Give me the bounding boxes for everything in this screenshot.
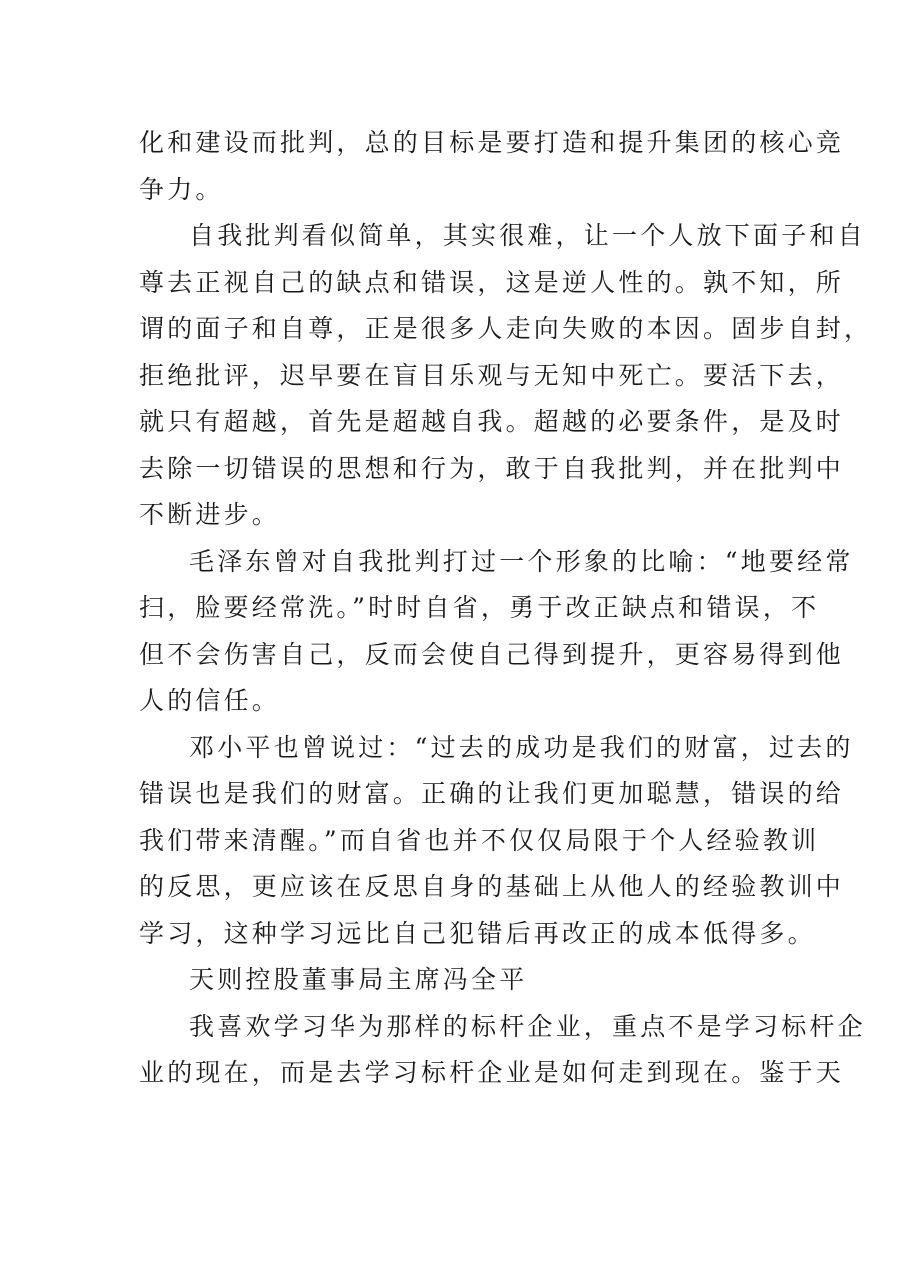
text-line: 去除一切错误的思想和行为，敢于自我批判，并在批判中 — [139, 453, 845, 483]
text-line: 谓的面子和自尊，正是很多人走向失败的本因。固步自封， — [139, 314, 873, 343]
text-line: 错误也是我们的财富。正确的让我们更加聪慧，错误的给 — [139, 779, 845, 808]
text-line: 拒绝批评，迟早要在盲目乐观与无知中死亡。要活下去， — [139, 360, 845, 390]
text-line: 的反思，更应该在反思自身的基础上从他人的经验教训中 — [139, 872, 845, 901]
paragraph-start-line: 我喜欢学习华为那样的标杆企业，重点不是学习标杆企 — [189, 1011, 866, 1041]
paragraph-start-line: 自我批判看似简单，其实很难，让一个人放下面子和自 — [189, 221, 866, 250]
text-line: 学习，这种学习远比自己犯错后再改正的成本低得多。 — [139, 918, 816, 948]
text-line: 业的现在，而是去学习标杆企业是如何走到现在。鉴于天 — [139, 1058, 845, 1087]
text-line: 人的信任。 — [139, 686, 281, 715]
text-line: 化和建设而批判，总的目标是要打造和提升集团的核心竞 — [139, 128, 845, 157]
text-line: 扫，脸要经常洗。”时时自省，勇于改正缺点和错误，不 — [139, 593, 820, 622]
text-line: 不断进步。 — [139, 500, 281, 529]
text-line: 我们带来清醒。”而自省也并不仅仅局限于个人经验教训 — [139, 825, 820, 855]
section-heading: 天则控股董事局主席冯全平 — [189, 965, 528, 994]
text-line: 尊去正视自己的缺点和错误，这是逆人性的。孰不知，所 — [139, 267, 845, 297]
body-text — [139, 120, 873, 1097]
paragraph-start-line: 邓小平也曾说过：“过去的成功是我们的财富，过去的 — [189, 732, 854, 762]
text-line: 争力。 — [139, 174, 224, 204]
text-line: 但不会伤害自己，反而会使自己得到提升，更容易得到他 — [139, 639, 845, 669]
paragraph-start-line: 毛泽东曾对自我批判打过一个形象的比喻：“地要经常 — [189, 546, 854, 576]
text-line: 就只有超越，首先是超越自我。超越的必要条件，是及时 — [139, 407, 845, 436]
